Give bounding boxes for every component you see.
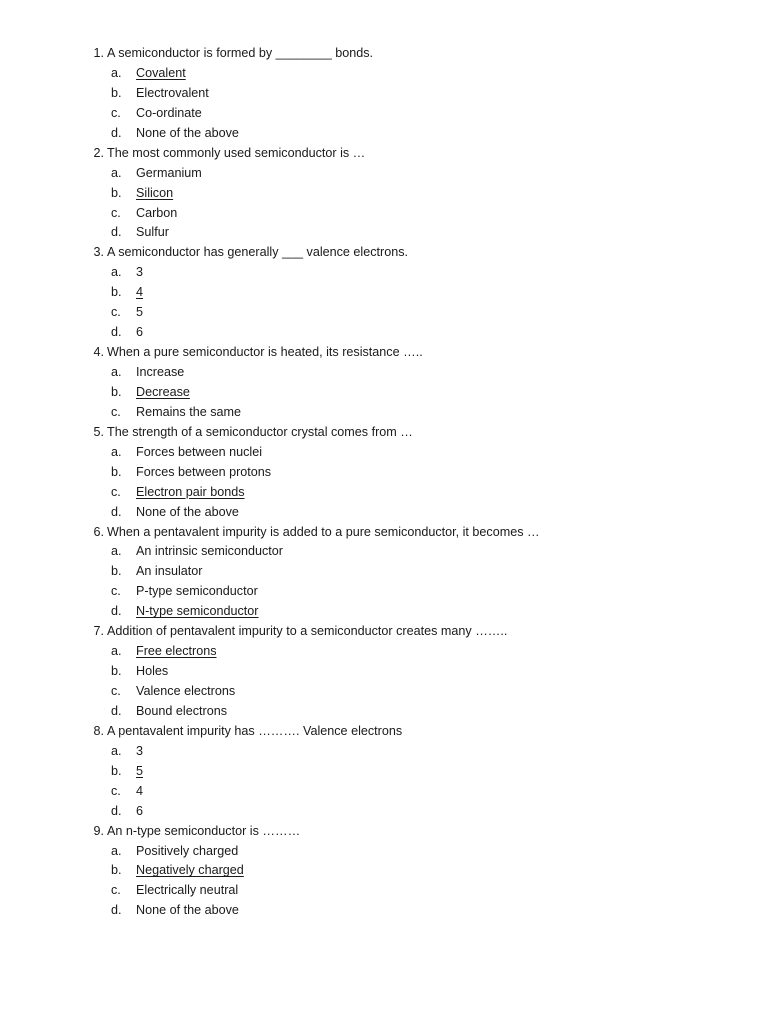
correct-answer-text: Covalent bbox=[136, 65, 186, 80]
option-letter: d. bbox=[111, 903, 122, 918]
option-text: Increase bbox=[136, 365, 185, 379]
option-letter: c. bbox=[111, 584, 121, 599]
option-text: An intrinsic semiconductor bbox=[136, 544, 283, 559]
option-line bbox=[0, 762, 768, 782]
option-line bbox=[0, 802, 768, 822]
option-letter: a. bbox=[111, 644, 122, 659]
option-line bbox=[0, 861, 768, 881]
question-line bbox=[0, 423, 768, 443]
option-line bbox=[0, 582, 768, 602]
option-line bbox=[0, 263, 768, 283]
question-text: A semiconductor is formed by ________ bonds. bbox=[107, 46, 374, 60]
option-line bbox=[0, 383, 768, 403]
question-text: When a pentavalent impurity is added to a pure semiconductor, it becomes … bbox=[107, 524, 540, 539]
option-line bbox=[0, 483, 768, 503]
option-text: Germanium bbox=[136, 165, 202, 180]
option-text: Positively charged bbox=[136, 843, 239, 858]
option-line bbox=[0, 503, 768, 523]
question-line bbox=[0, 243, 768, 263]
option-line bbox=[0, 64, 768, 84]
option-letter: b. bbox=[111, 285, 122, 300]
option-line bbox=[0, 403, 768, 423]
option-line bbox=[0, 223, 768, 243]
option-letter: b. bbox=[111, 863, 122, 878]
option-line bbox=[0, 303, 768, 323]
option-line bbox=[0, 84, 768, 104]
question-line bbox=[0, 523, 768, 543]
question-text: An n-type semiconductor is ……… bbox=[107, 823, 301, 838]
option-text: P-type semiconductor bbox=[136, 584, 258, 599]
option-letter: c. bbox=[111, 684, 121, 698]
option-letter: a. bbox=[111, 65, 122, 80]
option-text: 4 bbox=[136, 783, 144, 798]
option-letter: a. bbox=[111, 743, 122, 758]
question-number: 6. bbox=[93, 524, 104, 539]
option-text: Remains the same bbox=[136, 404, 241, 419]
option-line bbox=[0, 542, 768, 562]
option-line bbox=[0, 104, 768, 124]
question-line bbox=[0, 722, 768, 742]
option-line bbox=[0, 842, 768, 862]
question-number: 7. bbox=[93, 624, 104, 639]
question-text: The most commonly used semiconductor is … bbox=[107, 145, 366, 160]
option-line bbox=[0, 204, 768, 224]
option-letter: c. bbox=[111, 205, 121, 220]
option-text: Bound electrons bbox=[136, 703, 228, 718]
option-text: An insulator bbox=[136, 564, 203, 579]
question-number: 4. bbox=[93, 345, 104, 360]
question-number: 8. bbox=[93, 723, 104, 738]
question-text: The strength of a semiconductor crystal comes from … bbox=[107, 424, 413, 439]
option-letter: b. bbox=[111, 564, 122, 579]
option-letter: c. bbox=[111, 783, 121, 798]
correct-answer-text: Electron pair bonds bbox=[136, 484, 245, 499]
question-line bbox=[0, 622, 768, 642]
option-line bbox=[0, 702, 768, 722]
option-letter: d. bbox=[111, 703, 122, 718]
option-line bbox=[0, 602, 768, 622]
question-text: A semiconductor has generally ___ valence electrons. bbox=[107, 245, 409, 260]
question-line bbox=[0, 44, 768, 64]
option-text: 6 bbox=[136, 803, 144, 818]
option-letter: a. bbox=[111, 265, 122, 280]
option-letter: b. bbox=[111, 464, 122, 479]
correct-answer-text: 4 bbox=[136, 285, 144, 300]
question-number: 5. bbox=[93, 424, 104, 439]
question-text: When a pure semiconductor is heated, its resistance ….. bbox=[107, 345, 423, 360]
correct-answer-text: Negatively charged bbox=[136, 863, 244, 878]
option-letter: b. bbox=[111, 384, 122, 399]
option-letter: d. bbox=[111, 125, 122, 140]
correct-answer-text: Silicon bbox=[136, 185, 174, 200]
option-text: Forces between nuclei bbox=[136, 444, 263, 459]
question-number: 9. bbox=[93, 823, 104, 838]
option-line bbox=[0, 901, 768, 921]
question-line bbox=[0, 144, 768, 164]
option-text: Carbon bbox=[136, 205, 178, 220]
option-line bbox=[0, 662, 768, 682]
option-text: Forces between protons bbox=[136, 464, 272, 479]
question-line bbox=[0, 343, 768, 363]
option-text: 6 bbox=[136, 325, 144, 340]
option-line bbox=[0, 881, 768, 901]
correct-answer-text: 5 bbox=[136, 763, 144, 778]
question-line bbox=[0, 822, 768, 842]
question-list bbox=[0, 44, 768, 921]
option-text: None of the above bbox=[136, 125, 239, 140]
option-letter: c. bbox=[111, 305, 121, 320]
option-letter: c. bbox=[111, 883, 121, 898]
option-letter: b. bbox=[111, 185, 122, 200]
option-letter: a. bbox=[111, 365, 122, 379]
option-line bbox=[0, 124, 768, 144]
option-line bbox=[0, 782, 768, 802]
question-number: 3. bbox=[93, 245, 104, 260]
option-letter: c. bbox=[111, 105, 121, 120]
option-line bbox=[0, 283, 768, 303]
option-text: 5 bbox=[136, 305, 144, 320]
option-line bbox=[0, 323, 768, 343]
option-text: 3 bbox=[136, 265, 144, 280]
question-number: 2. bbox=[93, 145, 104, 160]
option-line bbox=[0, 184, 768, 204]
option-letter: d. bbox=[111, 604, 122, 619]
option-text: Holes bbox=[136, 664, 169, 679]
option-line bbox=[0, 463, 768, 483]
option-letter: a. bbox=[111, 843, 122, 858]
option-text: None of the above bbox=[136, 504, 239, 519]
correct-answer-text: N-type semiconductor bbox=[136, 604, 259, 619]
correct-answer-text: Free electrons bbox=[136, 644, 217, 659]
option-letter: d. bbox=[111, 325, 122, 340]
question-text: A pentavalent impurity has ………. Valence electrons bbox=[107, 723, 403, 738]
question-text: Addition of pentavalent impurity to a semiconductor creates many …….. bbox=[107, 624, 508, 639]
option-line bbox=[0, 363, 768, 383]
option-letter: a. bbox=[111, 165, 122, 180]
option-letter: d. bbox=[111, 803, 122, 818]
option-line bbox=[0, 682, 768, 702]
option-line bbox=[0, 164, 768, 184]
option-letter: d. bbox=[111, 225, 122, 240]
correct-answer-text: Decrease bbox=[136, 384, 190, 399]
option-line bbox=[0, 443, 768, 463]
option-text: Sulfur bbox=[136, 225, 169, 240]
option-letter: c. bbox=[111, 404, 121, 419]
option-text: Electrically neutral bbox=[136, 883, 239, 898]
question-number: 1. bbox=[93, 46, 104, 60]
option-line bbox=[0, 642, 768, 662]
option-letter: b. bbox=[111, 763, 122, 778]
option-letter: c. bbox=[111, 484, 121, 499]
option-text: 3 bbox=[136, 743, 144, 758]
option-letter: a. bbox=[111, 444, 122, 459]
option-letter: b. bbox=[111, 85, 122, 100]
option-letter: d. bbox=[111, 504, 122, 519]
option-text: Co-ordinate bbox=[136, 105, 202, 120]
option-text: None of the above bbox=[136, 903, 239, 918]
option-text: Valence electrons bbox=[136, 684, 236, 698]
option-letter: b. bbox=[111, 664, 122, 679]
option-line bbox=[0, 562, 768, 582]
option-text: Electrovalent bbox=[136, 85, 209, 100]
option-letter: a. bbox=[111, 544, 122, 559]
option-line bbox=[0, 742, 768, 762]
